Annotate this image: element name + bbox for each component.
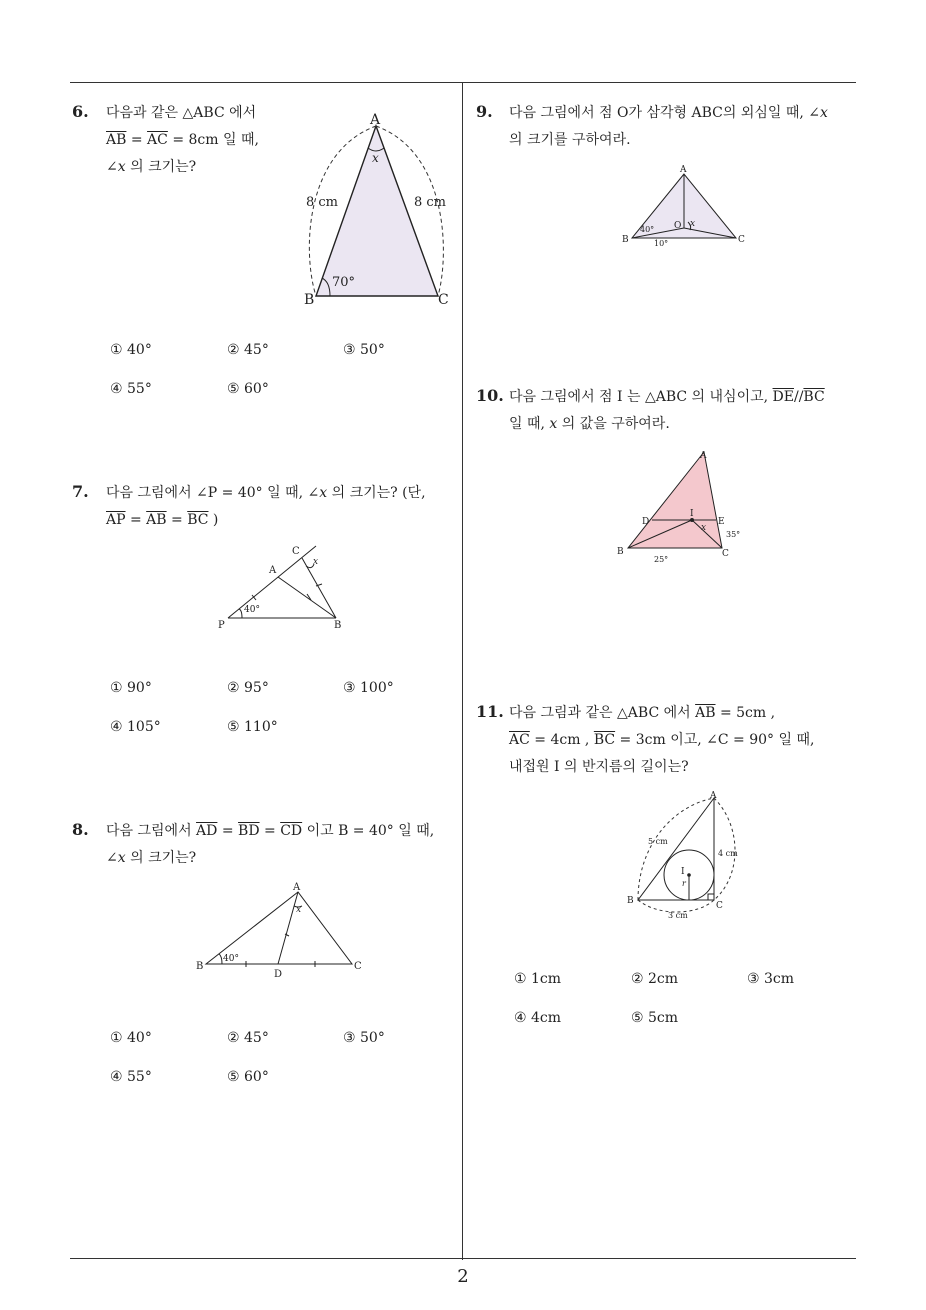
label-d: D <box>274 969 283 978</box>
question-9-figure <box>616 160 752 252</box>
label-x: x <box>701 523 707 533</box>
triangle-abc <box>638 798 714 900</box>
q8-choice-3[interactable]: ③ 50° <box>343 1030 385 1046</box>
label-b: B <box>627 896 634 906</box>
question-11-text: 다음 그림과 같은 △ABC 에서 $\overline{AB} = 5cm$ , $\overline{AC} = 4cm$ , $\overline{BC} = 3cm$ 이고, ∠C = 90° 일 때, 내접원 I 의 반지름의 길이는? <box>509 705 815 775</box>
label-angle-10: 10° <box>654 239 669 248</box>
question-6-text: 다음과 같은 △ABC 에서 $\overline{AB} = \overline{AC} = 8cm$ 일 때, ∠x 의 크기는? <box>106 105 259 175</box>
label-left-side: 8 cm <box>306 195 339 210</box>
label-c: C <box>292 546 300 557</box>
q6-choice-3[interactable]: ③ 50° <box>343 342 385 358</box>
label-a: A <box>680 165 687 175</box>
label-c: C <box>354 961 362 972</box>
q7-choice-3[interactable]: ③ 100° <box>343 680 394 696</box>
segment-ad <box>278 892 298 964</box>
label-x: x <box>313 557 319 567</box>
question-9-number: 9. <box>476 102 493 121</box>
incenter-point <box>687 873 691 877</box>
question-10-text: 다음 그림에서 점 I 는 △ABC 의 내심이고, $\overline{DE}//\overline{BC}$ 일 때, x 의 값을 구하여라. <box>509 389 825 432</box>
label-angle-b: 40° <box>223 954 239 964</box>
label-angle-35: 35° <box>726 530 741 539</box>
q11-choice-3[interactable]: ③ 3cm <box>747 971 795 987</box>
label-ac: 4 cm <box>718 849 738 858</box>
label-a: A <box>269 565 277 576</box>
label-angle-40: 40° <box>640 225 655 234</box>
page-number: 2 <box>457 1266 469 1287</box>
label-bc: 3 cm <box>668 911 688 920</box>
label-o: O <box>674 221 682 231</box>
q7-choice-2[interactable]: ② 95° <box>227 680 269 696</box>
question-7-text: 다음 그림에서 ∠P = 40° 일 때, ∠x 의 크기는? (단, $\overline{AP} = \overline{AB} = \overline{BC}$ ) <box>106 485 426 528</box>
q8-choice-1[interactable]: ① 40° <box>110 1030 152 1046</box>
q7-choice-4[interactable]: ④ 105° <box>110 719 161 735</box>
segment-ab <box>278 577 336 618</box>
label-c: C <box>738 235 745 245</box>
bottom-rule <box>70 1258 856 1259</box>
q8-choice-4[interactable]: ④ 55° <box>110 1069 152 1085</box>
label-right-side: 8 cm <box>414 195 447 210</box>
question-6-number: 6. <box>72 102 89 121</box>
label-x: x <box>690 219 696 229</box>
q8-choice-2[interactable]: ② 45° <box>227 1030 269 1046</box>
question-7-figure <box>212 540 352 632</box>
label-d: D <box>642 517 650 527</box>
q6-choice-5[interactable]: ⑤ 60° <box>227 381 269 397</box>
q11-choice-2[interactable]: ② 2cm <box>631 971 679 987</box>
label-x: x <box>296 905 302 915</box>
question-7-number: 7. <box>72 482 89 501</box>
question-11-number: 11. <box>476 702 504 721</box>
q7-choice-5[interactable]: ⑤ 110° <box>227 719 278 735</box>
q7-choice-1[interactable]: ① 90° <box>110 680 152 696</box>
q6-choice-1[interactable]: ① 40° <box>110 342 152 358</box>
label-angle-b: 70° <box>332 275 356 290</box>
label-a: A <box>293 882 301 893</box>
question-8-figure <box>192 878 372 978</box>
q11-choice-5[interactable]: ⑤ 5cm <box>631 1010 679 1026</box>
label-angle-25: 25° <box>654 555 669 564</box>
q8-choice-5[interactable]: ⑤ 60° <box>227 1069 269 1085</box>
column-divider <box>462 82 463 1260</box>
label-angle-p: 40° <box>244 605 260 615</box>
q6-choice-2[interactable]: ② 45° <box>227 342 269 358</box>
right-angle-mark <box>708 894 714 900</box>
label-ab: 5 cm <box>648 837 668 846</box>
q11-choice-4[interactable]: ④ 4cm <box>514 1010 562 1026</box>
angle-b-arc <box>219 954 222 964</box>
label-i: I <box>681 867 685 877</box>
label-b: B <box>304 292 315 308</box>
label-e: E <box>718 517 725 527</box>
angle-p-arc <box>239 609 242 618</box>
label-p: P <box>218 620 225 631</box>
q6-choice-4[interactable]: ④ 55° <box>110 381 152 397</box>
label-a: A <box>370 112 381 128</box>
label-a: A <box>710 791 717 801</box>
label-r: r <box>682 879 686 888</box>
question-10-figure <box>612 444 762 566</box>
label-i: I <box>690 509 694 519</box>
question-9-text: 다음 그림에서 점 O가 삼각형 ABC의 외심일 때, ∠x 의 크기를 구하여라. <box>509 105 828 148</box>
label-a: A <box>700 451 707 461</box>
q11-choice-1[interactable]: ① 1cm <box>514 971 562 987</box>
triangle-abc <box>628 452 722 548</box>
label-c: C <box>722 549 729 559</box>
segment-pc <box>228 546 319 618</box>
label-c: C <box>438 292 449 308</box>
label-b: B <box>617 547 624 557</box>
label-b: B <box>334 620 342 631</box>
question-8-text: 다음 그림에서 $\overline{AD} = \overline{BD} = \overline{CD}$ 이고 B = 40° 일 때, ∠x 의 크기는? <box>106 823 435 866</box>
top-rule <box>70 82 856 83</box>
question-6-figure <box>300 112 460 310</box>
label-x: x <box>372 151 379 165</box>
label-b: B <box>622 235 629 245</box>
label-c: C <box>716 901 723 911</box>
label-b: B <box>196 961 204 972</box>
question-10-number: 10. <box>476 386 504 405</box>
question-11-figure <box>622 786 762 926</box>
question-8-number: 8. <box>72 820 89 839</box>
